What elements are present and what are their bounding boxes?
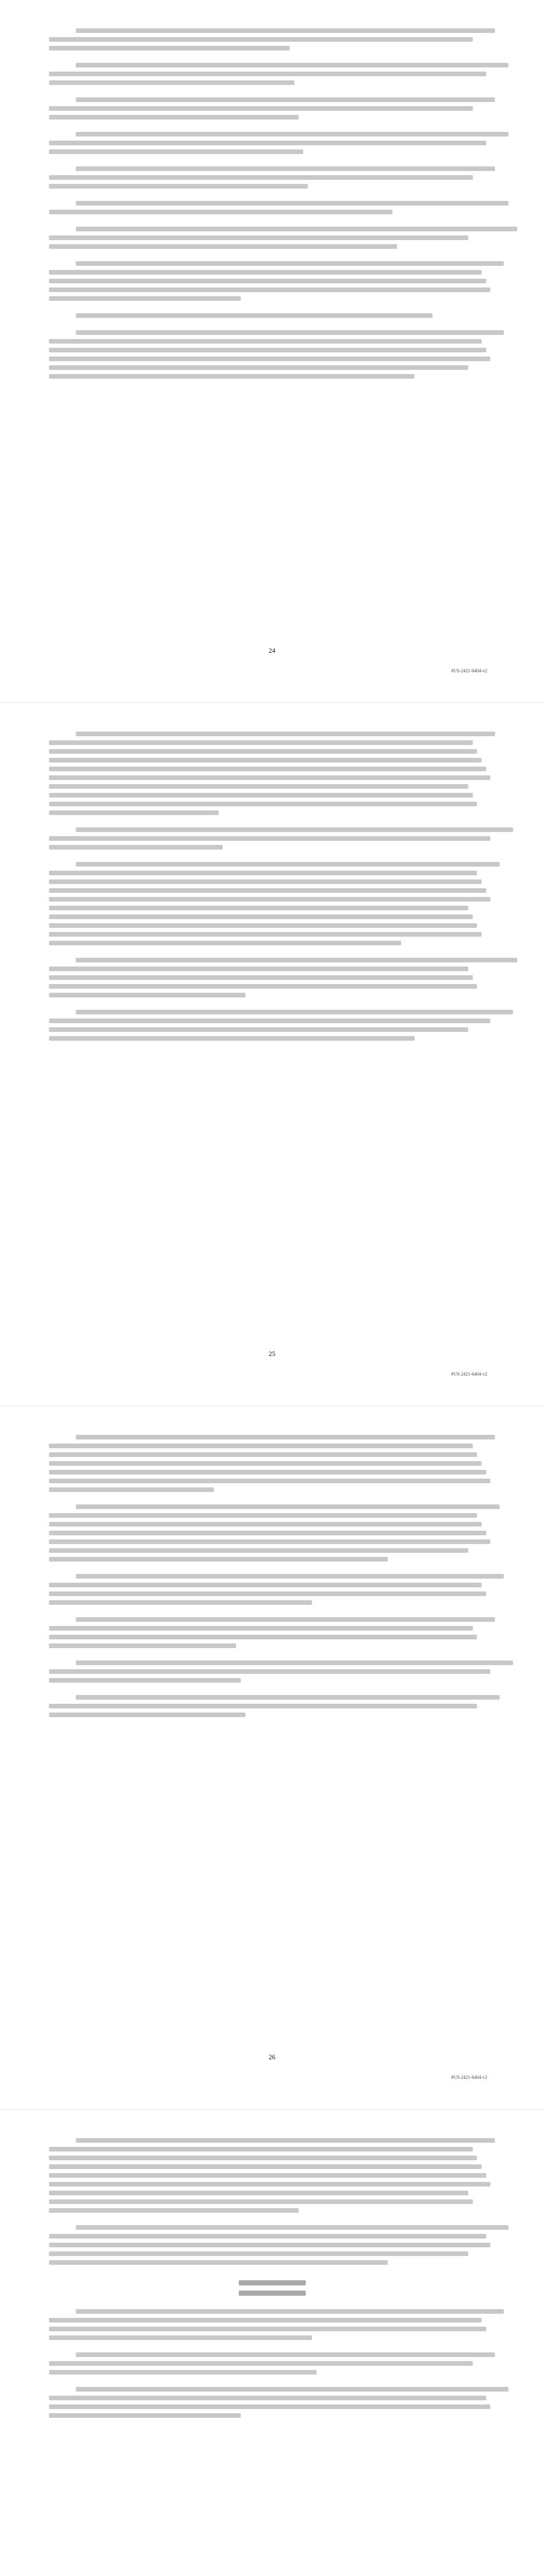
text-line <box>49 2396 486 2400</box>
text-line <box>49 1600 312 1605</box>
text-line <box>49 845 223 850</box>
text-line <box>49 967 468 971</box>
text-line <box>49 1036 415 1041</box>
text-line <box>49 1539 490 1544</box>
text-line <box>76 330 504 335</box>
text-line <box>49 2243 490 2247</box>
text-line <box>49 749 477 754</box>
text-line <box>49 1635 477 1639</box>
text-line <box>49 914 473 919</box>
text-line <box>49 932 482 937</box>
text-line <box>49 115 299 120</box>
text-line <box>49 2251 468 2256</box>
text-line <box>49 740 473 745</box>
text-line <box>49 2191 468 2195</box>
page-number: 26 <box>269 2053 275 2061</box>
text-line <box>76 261 504 266</box>
text-line <box>49 2361 473 2366</box>
text-line <box>49 296 241 301</box>
text-line <box>49 2208 299 2213</box>
text-line <box>49 984 477 989</box>
text-line <box>49 1513 477 1518</box>
text-line <box>49 357 490 361</box>
text-line <box>76 958 517 962</box>
text-line <box>49 184 308 189</box>
text-line <box>49 1470 486 1475</box>
text-line <box>49 906 468 910</box>
text-line <box>76 2138 495 2143</box>
text-line <box>49 888 486 893</box>
text-line <box>49 235 468 240</box>
text-line <box>76 2387 508 2392</box>
text-line <box>49 2260 388 2265</box>
text-line <box>76 2352 495 2357</box>
text-line <box>76 1574 504 1579</box>
text-line <box>49 879 482 884</box>
text-line <box>49 339 482 344</box>
text-line <box>49 2182 490 2187</box>
text-line <box>76 166 495 171</box>
text-line <box>49 2413 241 2418</box>
text-line <box>49 810 219 815</box>
text-line <box>49 1487 214 1492</box>
text-line <box>49 802 477 806</box>
body-text-lines <box>49 2138 495 2422</box>
text-line <box>76 1660 513 1665</box>
text-line <box>49 2234 486 2239</box>
text-line <box>49 270 482 275</box>
page-25 <box>0 703 544 1406</box>
text-line <box>76 1435 495 1439</box>
text-line <box>76 132 508 137</box>
text-line <box>49 897 490 902</box>
text-line <box>76 2225 508 2230</box>
text-line <box>76 862 500 867</box>
text-line <box>49 758 482 762</box>
text-line <box>49 106 473 111</box>
text-line <box>49 871 477 875</box>
text-line <box>76 201 508 206</box>
text-line <box>49 2199 473 2204</box>
text-line <box>76 732 495 736</box>
text-line <box>49 941 401 945</box>
text-line <box>49 1678 241 1683</box>
text-line <box>49 1626 473 1631</box>
text-line <box>49 1444 473 1448</box>
text-line <box>49 72 486 76</box>
text-line <box>49 37 473 42</box>
text-line <box>49 2147 473 2151</box>
text-line <box>49 2404 490 2409</box>
text-line <box>49 1557 388 1562</box>
body-text-lines <box>49 28 495 383</box>
text-line <box>49 365 468 370</box>
text-line <box>49 1461 482 1466</box>
document-id: #US-2421-6404-v2 <box>451 668 487 673</box>
text-line <box>76 827 513 832</box>
text-line <box>49 793 473 798</box>
text-line <box>76 97 495 102</box>
text-line <box>49 1583 482 1587</box>
page-26 <box>0 1406 544 2110</box>
text-line <box>49 80 294 85</box>
text-line <box>49 1522 482 1527</box>
text-line <box>49 244 397 249</box>
text-line <box>76 1617 495 1622</box>
text-line <box>49 1019 490 1023</box>
section-heading <box>239 2291 306 2296</box>
text-line <box>76 1010 513 1014</box>
section-heading <box>239 2280 306 2285</box>
text-line <box>49 1479 490 1483</box>
text-line <box>76 313 433 318</box>
body-text-lines <box>49 1435 495 1721</box>
text-line <box>49 1548 468 1553</box>
text-line <box>76 28 495 33</box>
text-line <box>76 1695 500 1700</box>
text-line <box>49 2327 486 2331</box>
body-text-lines <box>49 732 495 1045</box>
text-line <box>49 2318 482 2323</box>
text-line <box>49 923 477 928</box>
text-line <box>49 210 392 214</box>
text-line <box>76 63 508 67</box>
text-line <box>49 2156 477 2160</box>
text-line <box>49 1027 468 1032</box>
text-line <box>49 1643 236 1648</box>
text-line <box>49 175 473 180</box>
page-24 <box>0 0 544 703</box>
text-line <box>49 2335 312 2340</box>
document-id: #US-2421-6404-v2 <box>451 2075 487 2080</box>
text-line <box>49 46 290 50</box>
text-line <box>49 993 245 997</box>
text-line <box>76 2309 504 2314</box>
text-line <box>76 1504 500 1509</box>
text-line <box>49 1591 486 1596</box>
text-line <box>76 227 517 231</box>
text-line <box>49 784 468 789</box>
text-line <box>49 374 415 379</box>
text-line <box>49 287 490 292</box>
text-line <box>49 1531 486 1535</box>
text-line <box>49 2164 482 2169</box>
text-line <box>49 775 490 780</box>
text-line <box>49 149 303 154</box>
text-line <box>49 2173 486 2178</box>
page-number: 25 <box>269 1350 275 1358</box>
text-line <box>49 348 486 352</box>
text-line <box>49 836 490 841</box>
text-line <box>49 2370 317 2375</box>
text-line <box>49 141 486 145</box>
text-line <box>49 1713 245 1717</box>
text-line <box>49 1669 490 1674</box>
text-line <box>49 975 473 980</box>
text-line <box>49 1452 477 1457</box>
text-line <box>49 767 486 771</box>
text-line <box>49 1704 477 1708</box>
text-line <box>49 279 486 283</box>
document-id: #US-2421-6404-v2 <box>451 1371 487 1377</box>
page-number: 24 <box>269 647 275 654</box>
page-27 <box>0 2110 544 2576</box>
